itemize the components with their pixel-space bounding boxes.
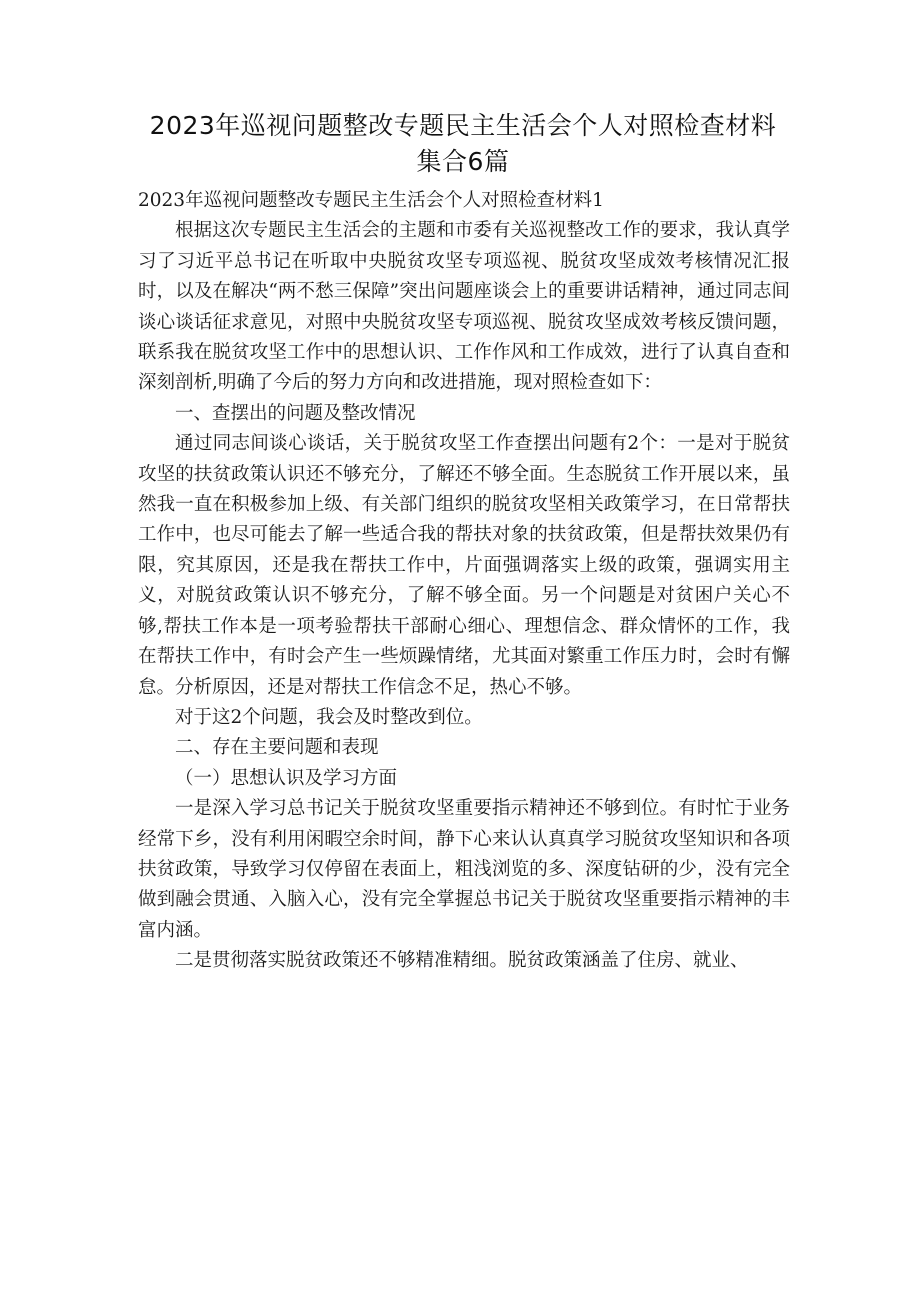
section-heading-main-problems: 二、存在主要问题和表现 [175, 737, 379, 759]
rectification-paragraph: 对于这2个问题，我会及时整改到位。 [175, 706, 483, 728]
study-paragraph: 一是深入学习总书记关于脱贫攻坚重要指示精神还不够到位。有时忙于业务经常下乡，没有利用闲暇空余时间，静下心来认认真真学习脱贫攻坚知识和各项扶贫政策，导致学习仅停留在表面上，粗浅浏览的多、深度钻研的少，没有完全做到融会贯通、入脑入心，没有完全掌握总书记关于脱贫攻坚重要指示精神的丰富内涵。 [138, 798, 790, 941]
intro-paragraph: 根据这次专题民主生活会的主题和市委有关巡视整改工作的要求，我认真学习了习近平总书记在听取中央脱贫攻坚专项巡视、脱贫攻坚成效考核情况汇报时，以及在解决“两不愁三保障”突出问题座谈会上的重要讲话精神，通过同志间谈心谈话征求意见，对照中央脱贫攻坚专项巡视、脱贫攻坚成效考核反馈问题，联系我在脱贫攻坚工作中的思想认识、工作作风和工作成效，进行了认真自查和深刻剖析,明确了今后的努力方向和改进措施，现对照检查如下： [138, 220, 790, 394]
problems-paragraph: 通过同志间谈心谈话，关于脱贫攻坚工作查摆出问题有2个：一是对于脱贫攻坚的扶贫政策认识还不够充分，了解还不够全面。生态脱贫工作开展以来，虽然我一直在积极参加上级、有关部门组织的脱贫攻坚相关政策学习，在日常帮扶工作中，也尽可能去了解一些适合我的帮扶对象的扶贫政策，但是帮扶效果仍有限，究其原因，还是我在帮扶工作中，片面强调落实上级的政策，强调实用主义，对脱贫政策认识不够充分，了解不够全面。另一个问题是对贫困户关心不够,帮扶工作本是一项考验帮扶干部耐心细心、理想信念、群众情怀的工作，我在帮扶工作中，有时会产生一些烦躁情绪，尤其面对繁重工作压力时，会时有懈怠。分析原因，还是对帮扶工作信念不足，热心不够。 [138, 433, 790, 698]
policy-paragraph: 二是贯彻落实脱贫政策还不够精准精细。脱贫政策涵盖了住房、就业、 [175, 950, 749, 972]
subsection-heading-thinking-study: （一）思想认识及学习方面 [175, 767, 398, 789]
section-heading-material-1: 2023年巡视问题整改专题民主生活会个人对照检查材料1 [138, 190, 604, 211]
document-body [138, 186, 790, 977]
document-title: 2023年巡视问题整改专题民主生活会个人对照检查材料集合6篇 [149, 111, 777, 176]
section-heading-problems-found: 一、查摆出的问题及整改情况 [175, 402, 416, 424]
